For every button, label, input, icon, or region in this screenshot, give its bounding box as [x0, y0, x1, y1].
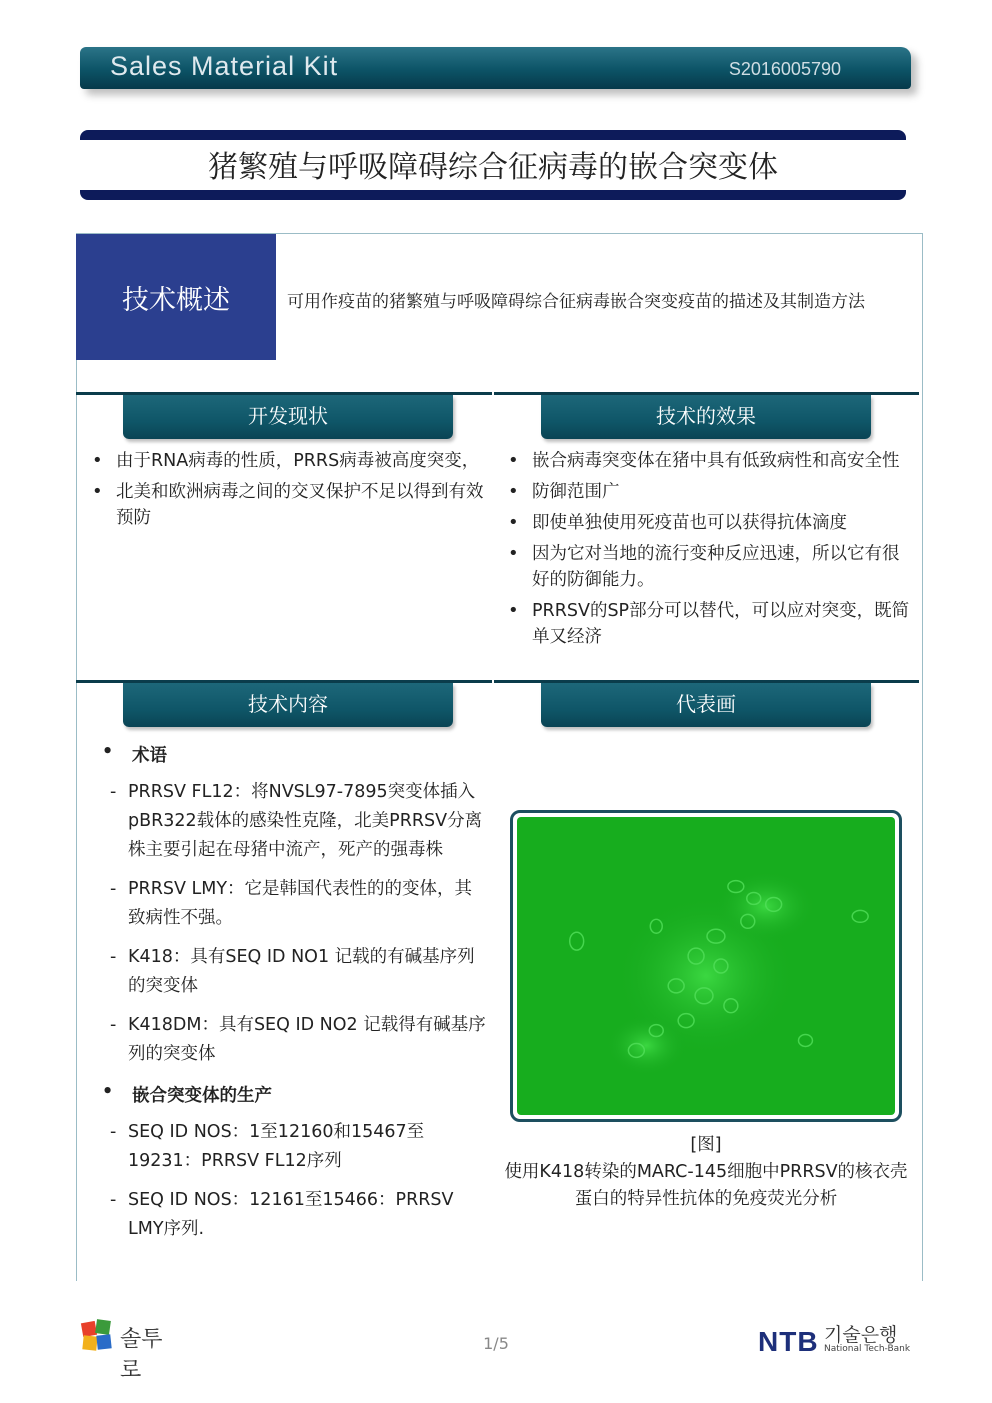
overview-text: 可用作疫苗的猪繁殖与呼吸障碍综合征病毒嵌合突变疫苗的描述及其制造方法 — [287, 292, 865, 312]
content-section-tab: 技术内容 — [123, 683, 453, 727]
term-item: - K418DM：具有SEQ ID NO2 记载得有碱基序列的突变体 — [128, 1011, 486, 1069]
figure-caption-text: 使用K418转染的MARC-145细胞中PRRSV的核衣壳蛋白的特异性抗体的免疫荧光分析 — [504, 1162, 908, 1209]
fluorescence-image — [510, 810, 902, 1122]
ntb-logo — [758, 1320, 918, 1360]
term-heading: • 术语 — [132, 742, 167, 767]
effect-section-tab: 技术的效果 — [541, 395, 871, 439]
fluorescence-micrograph — [517, 817, 895, 1115]
header-banner — [80, 47, 911, 89]
header-title: Sales Material Kit — [110, 51, 339, 81]
effect-list — [502, 448, 914, 655]
document-title-box — [80, 130, 906, 200]
figure-caption-tag: [图] — [690, 1135, 722, 1155]
ntb-logo-korean: 기술은행 — [824, 1324, 898, 1346]
ntb-logo-english: National Tech-Bank — [824, 1344, 911, 1354]
production-heading: • 嵌合突变体的生产 — [132, 1082, 272, 1107]
title-top-bar — [80, 130, 906, 140]
status-list — [86, 448, 486, 536]
list-item: • 即使单独使用死疫苗也可以获得抗体滴度 — [502, 510, 914, 536]
page-number: 1/5 — [483, 1334, 509, 1353]
title-bottom-bar — [80, 190, 906, 200]
term-item: - K418：具有SEQ ID NO1 记载的有碱基序列的突变体 — [128, 943, 486, 1001]
production-item: - SEQ ID NOS：1至12160和15467至19231：PRRSV FL12序列 — [128, 1118, 486, 1176]
list-item: • 由于RNA病毒的性质，PRRS病毒被高度突变， — [86, 448, 486, 474]
ntb-logo-letters: NTB — [758, 1326, 819, 1357]
figure-caption — [500, 1132, 912, 1213]
list-item: • 北美和欧洲病毒之间的交叉保护不足以得到有效预防 — [86, 479, 486, 531]
list-item: • PRRSV的SP部分可以替代，可以应对突变，既简单又经济 — [502, 598, 914, 650]
term-item: - PRRSV LMY：它是韩国代表性的的变体，其致病性不强。 — [128, 875, 486, 933]
term-item: - PRRSV FL12：将NVSL97-7895突变体插入pBR322载体的感染性克隆，北美PRRSV分离株主要引起在母猪中流产，死产的强毒株 — [128, 778, 486, 865]
document-title: 猪繁殖与呼吸障碍综合征病毒的嵌合突变体 — [208, 150, 778, 185]
header-code: S2016005790 — [728, 59, 841, 79]
figure-section-tab: 代表画 — [541, 683, 871, 727]
fluorescence-image-content — [517, 817, 895, 1115]
production-item: - SEQ ID NOS：12161至15466：PRRSV LMY序列. — [128, 1186, 486, 1244]
overview-label: 技术概述 — [122, 285, 230, 316]
list-item: • 因为它对当地的流行变种反应迅速，所以它有很好的防御能力。 — [502, 541, 914, 593]
list-item: • 防御范围广 — [502, 479, 914, 505]
overview-label-box — [76, 234, 276, 360]
soltoro-logo-text: 솔투로 — [120, 1327, 163, 1383]
list-item: • 嵌合病毒突变体在猪中具有低致病性和高安全性 — [502, 448, 914, 474]
status-section-tab: 开发现状 — [123, 395, 453, 439]
